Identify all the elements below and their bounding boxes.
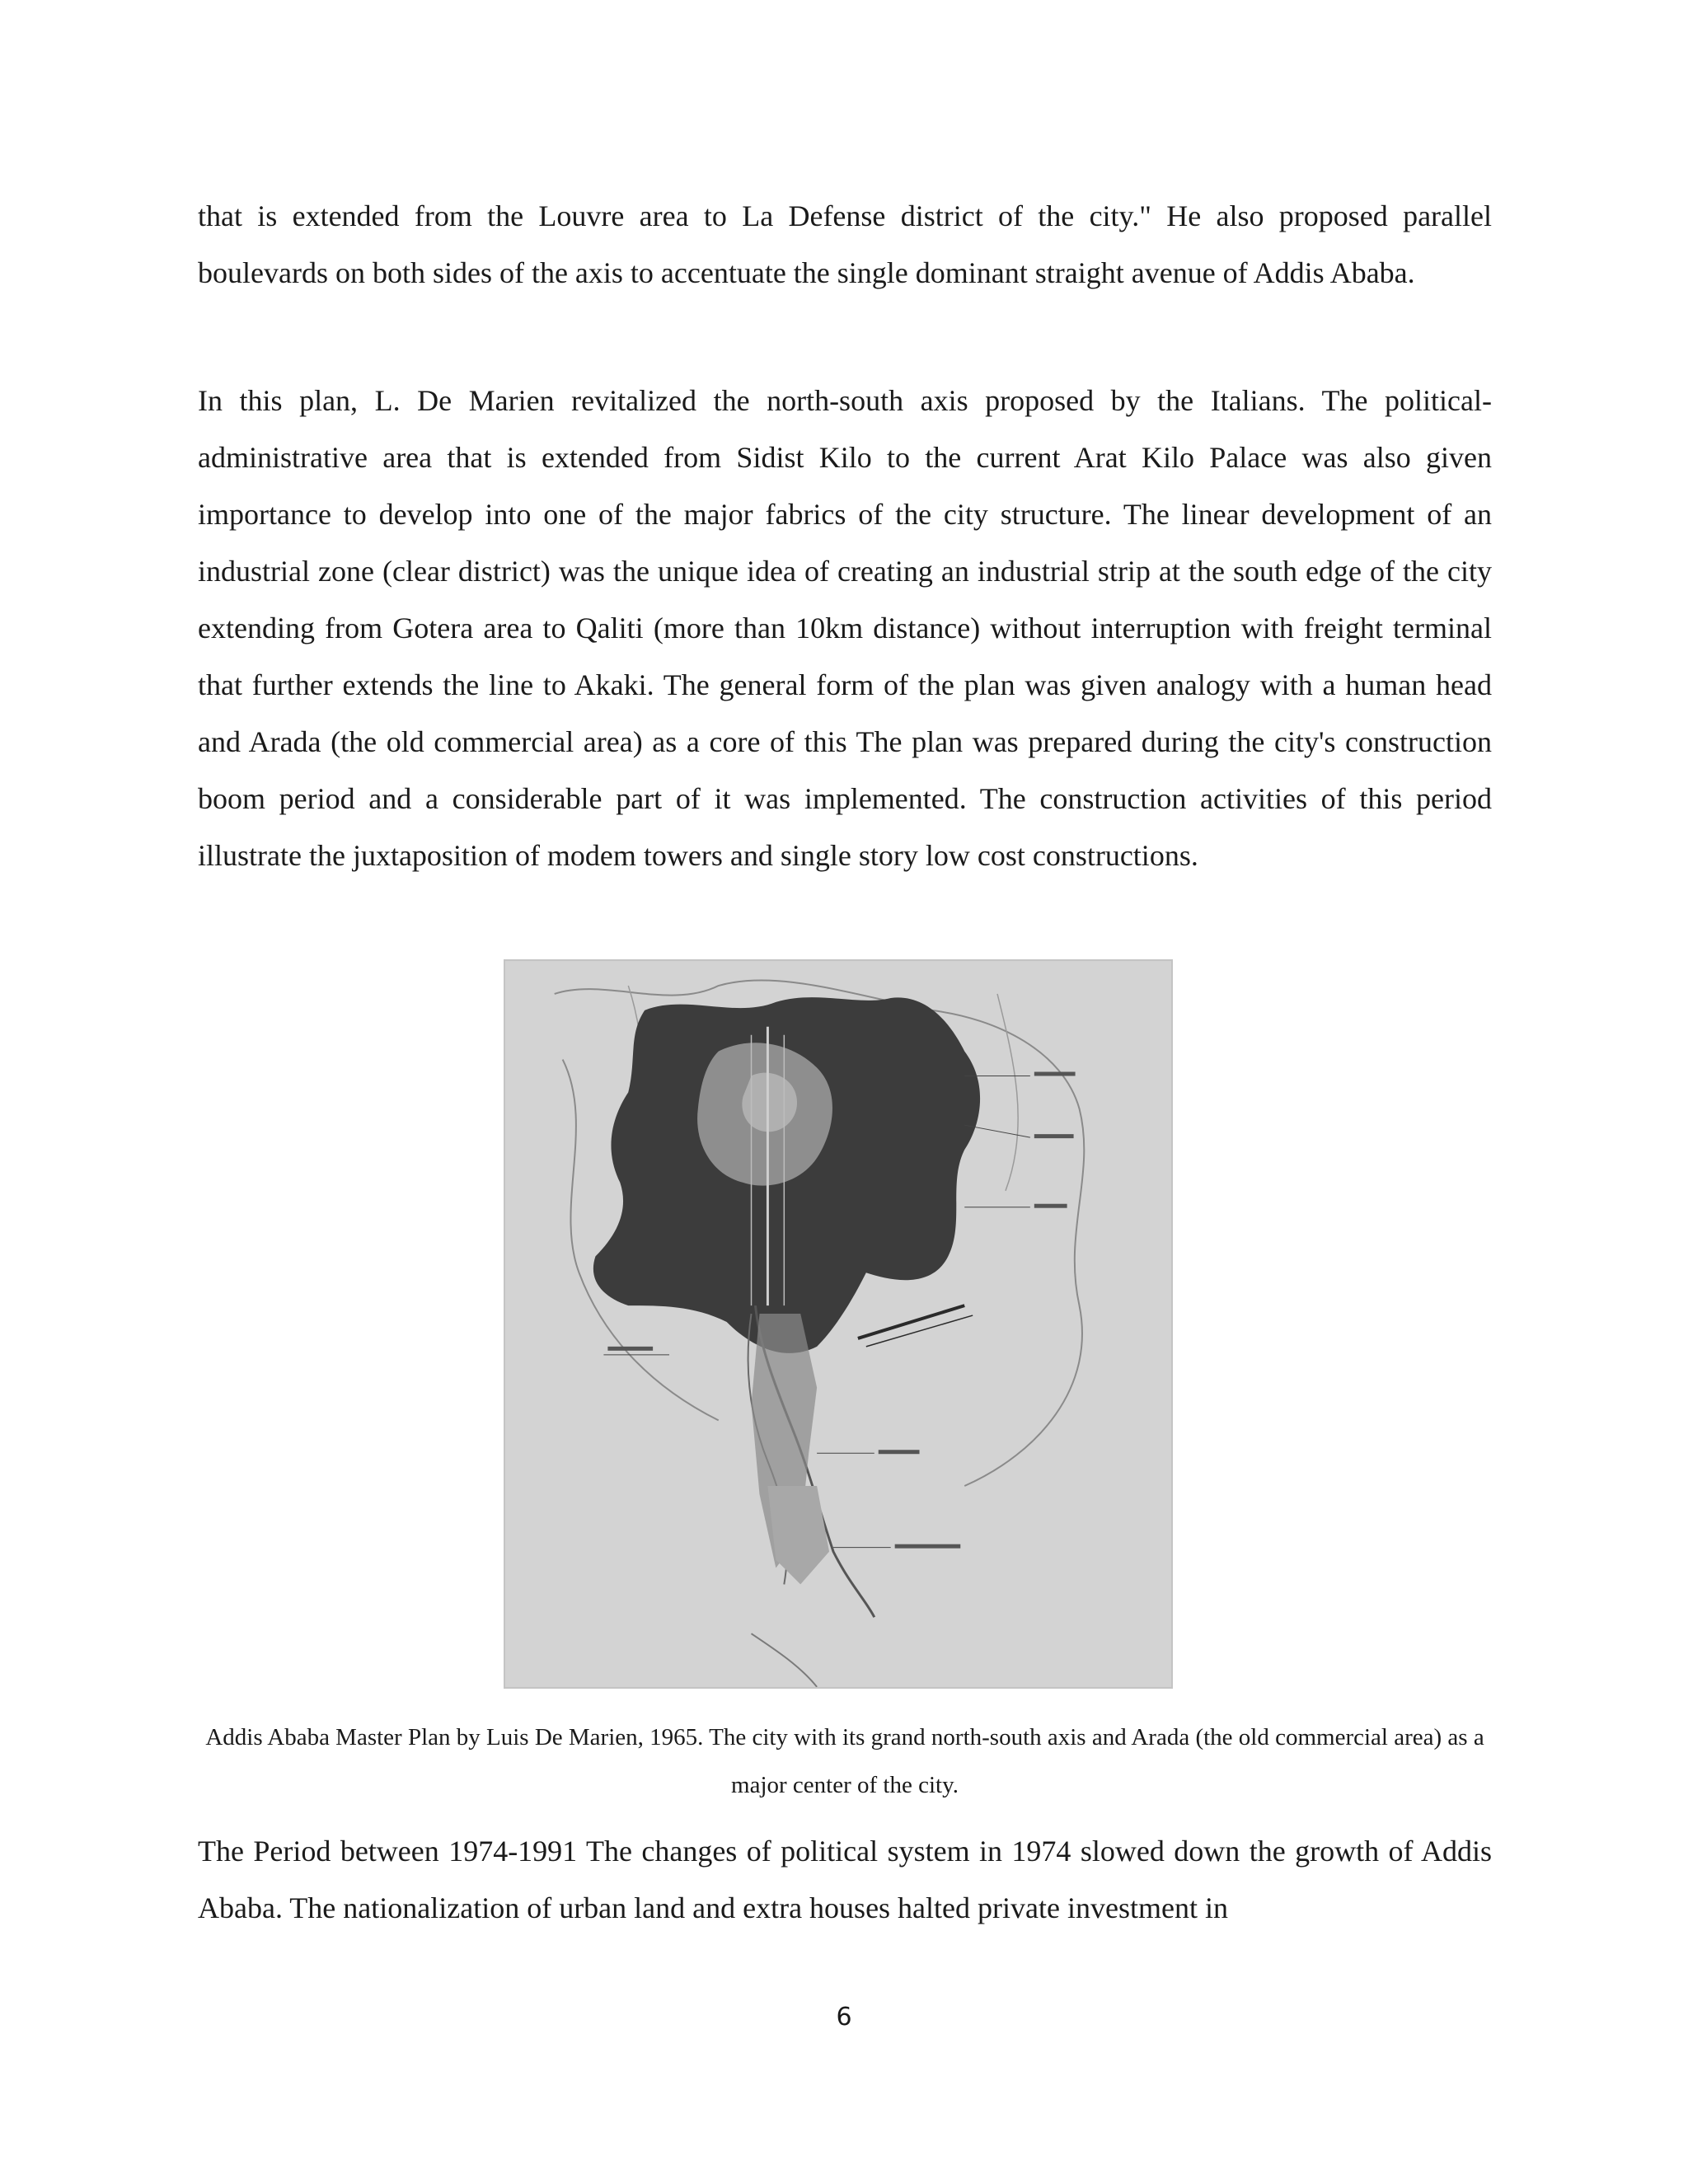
master-plan-map-image	[504, 959, 1173, 1689]
body-paragraph-3: The Period between 1974-1991 The changes of political system in 1974 slowed down the growth of Addis Ababa. The nationalization of urban land and extra houses halted private investment in	[198, 1835, 1492, 1924]
figure-caption: Addis Ababa Master Plan by Luis De Marien, 1965. The city with its grand north-south axis and Arada (the old commercial area) as a major center of the city.	[205, 1724, 1484, 1798]
body-paragraph-1: that is extended from the Louvre area to La Defense district of the city." He also proposed parallel boulevards on both sides of the axis to accentuate the single dominant straight avenue of Addis Ababa.	[198, 199, 1492, 289]
page-number: 6	[836, 2003, 852, 2032]
body-paragraph-2: In this plan, L. De Marien revitalized the north-south axis proposed by the Italians. The political-administrative area that is extended from Sidist Kilo to the current Arat Kilo Palace was also given importance to develop into one of the major fabrics of the city structure. The linear development of an industrial zone (clear district) was the unique idea of creating an industrial strip at the south edge of the city extending from Gotera area to Qaliti (more than 10km distance) without interruption with freight terminal that further extends the line to Akaki. The general form of the plan was given analogy with a human head and Arada (the old commercial area) as a core of this The plan was prepared during the city's construction boom period and a considerable part of it was implemented. The construction activities of this period illustrate the juxtaposition of modem towers and single story low cost constructions.	[198, 384, 1492, 872]
